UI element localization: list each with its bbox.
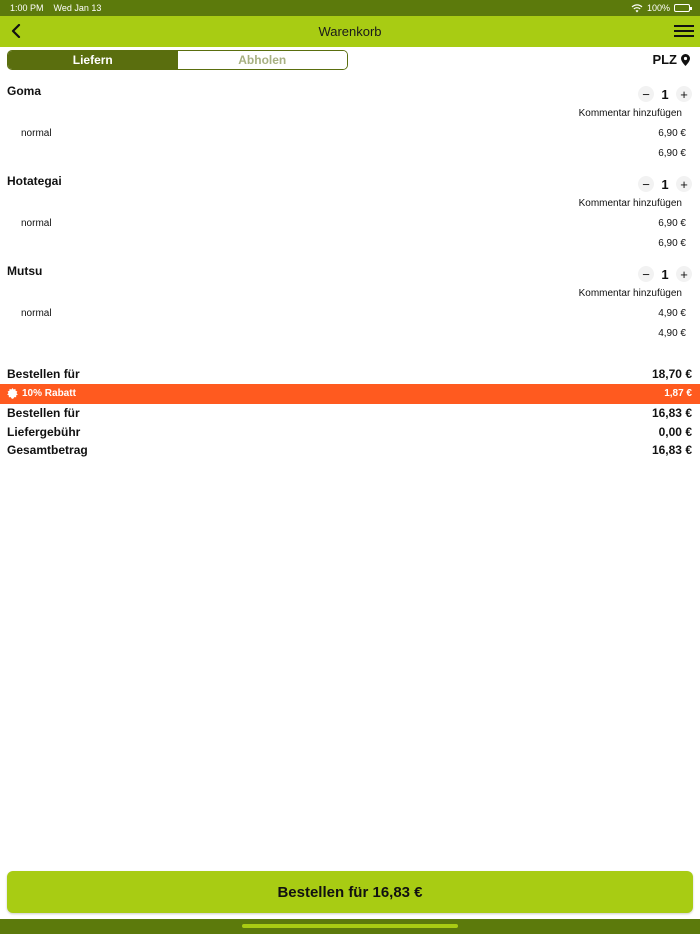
add-comment-link[interactable]: Kommentar hinzufügen [578,198,682,209]
delivery-fee-label: Liefergebühr [7,425,81,439]
status-date: Wed Jan 13 [53,3,102,13]
plz-label: PLZ [652,52,677,67]
item-name: Goma [7,84,42,98]
discount-label: 10% Rabatt [22,388,76,399]
delivery-fee-row [0,423,700,441]
plus-icon: + [680,266,688,282]
quantity-stepper [638,176,692,192]
discount-label-wrap [7,388,76,399]
discount-badge-icon [7,388,18,399]
chevron-left-icon [11,24,21,38]
discount-row [0,384,700,404]
wifi-icon [631,4,643,13]
total-row [0,441,700,459]
after-discount-row [0,404,700,422]
variant-price: 6,90 € [658,218,686,229]
subtotal-value: 18,70 € [651,367,692,381]
increase-button[interactable] [676,176,692,192]
cart-item [0,84,700,174]
order-button[interactable]: Bestellen für 16,83 € [7,871,693,913]
plz-selector[interactable] [652,52,690,67]
delivery-fee-value: 0,00 € [658,425,692,439]
total-value: 16,83 € [651,443,692,457]
discount-value: 1,87 € [664,388,692,399]
tab-deliver[interactable]: Liefern [8,51,178,69]
increase-button[interactable] [676,86,692,102]
home-indicator[interactable] [242,924,458,928]
plus-icon: + [680,176,688,192]
quantity-value: 1 [661,86,669,102]
item-total: 6,90 € [658,238,686,249]
increase-button[interactable] [676,266,692,282]
status-bar [0,0,700,16]
after-discount-value: 16,83 € [651,406,692,420]
item-variant: normal [21,218,52,229]
status-time: 1:00 PM [10,3,44,13]
item-variant: normal [21,308,52,319]
item-name: Mutsu [7,264,43,278]
minus-icon: − [642,176,650,192]
quantity-stepper [638,86,692,102]
variant-price: 6,90 € [658,128,686,139]
decrease-button[interactable] [638,86,654,102]
page-title: Warenkorb [318,24,382,39]
after-discount-label: Bestellen für [7,406,80,420]
status-right [631,3,690,13]
add-comment-link[interactable]: Kommentar hinzufügen [578,108,682,119]
quantity-value: 1 [661,266,669,282]
variant-price: 4,90 € [658,308,686,319]
cart-item [0,174,700,264]
quantity-stepper [638,266,692,282]
item-variant: normal [21,128,52,139]
minus-icon: − [642,86,650,102]
back-button[interactable] [6,20,26,42]
add-comment-link[interactable]: Kommentar hinzufügen [578,288,682,299]
plus-icon: + [680,86,688,102]
battery-icon [674,4,690,12]
decrease-button[interactable] [638,266,654,282]
battery-percent: 100% [646,3,670,13]
item-total: 4,90 € [658,328,686,339]
location-pin-icon [681,54,690,66]
menu-button[interactable] [674,22,694,40]
cart-item [0,264,700,354]
total-label: Gesamtbetrag [7,443,88,457]
subtotal-row [0,365,700,383]
tab-pickup[interactable]: Abholen [178,51,348,69]
item-name: Hotategai [7,174,62,188]
hamburger-icon [674,25,694,27]
subtotal-label: Bestellen für [7,367,80,381]
decrease-button[interactable] [638,176,654,192]
quantity-value: 1 [661,176,669,192]
delivery-mode-toggle [7,50,348,70]
item-total: 6,90 € [658,148,686,159]
minus-icon: − [642,266,650,282]
nav-bar [0,16,700,47]
